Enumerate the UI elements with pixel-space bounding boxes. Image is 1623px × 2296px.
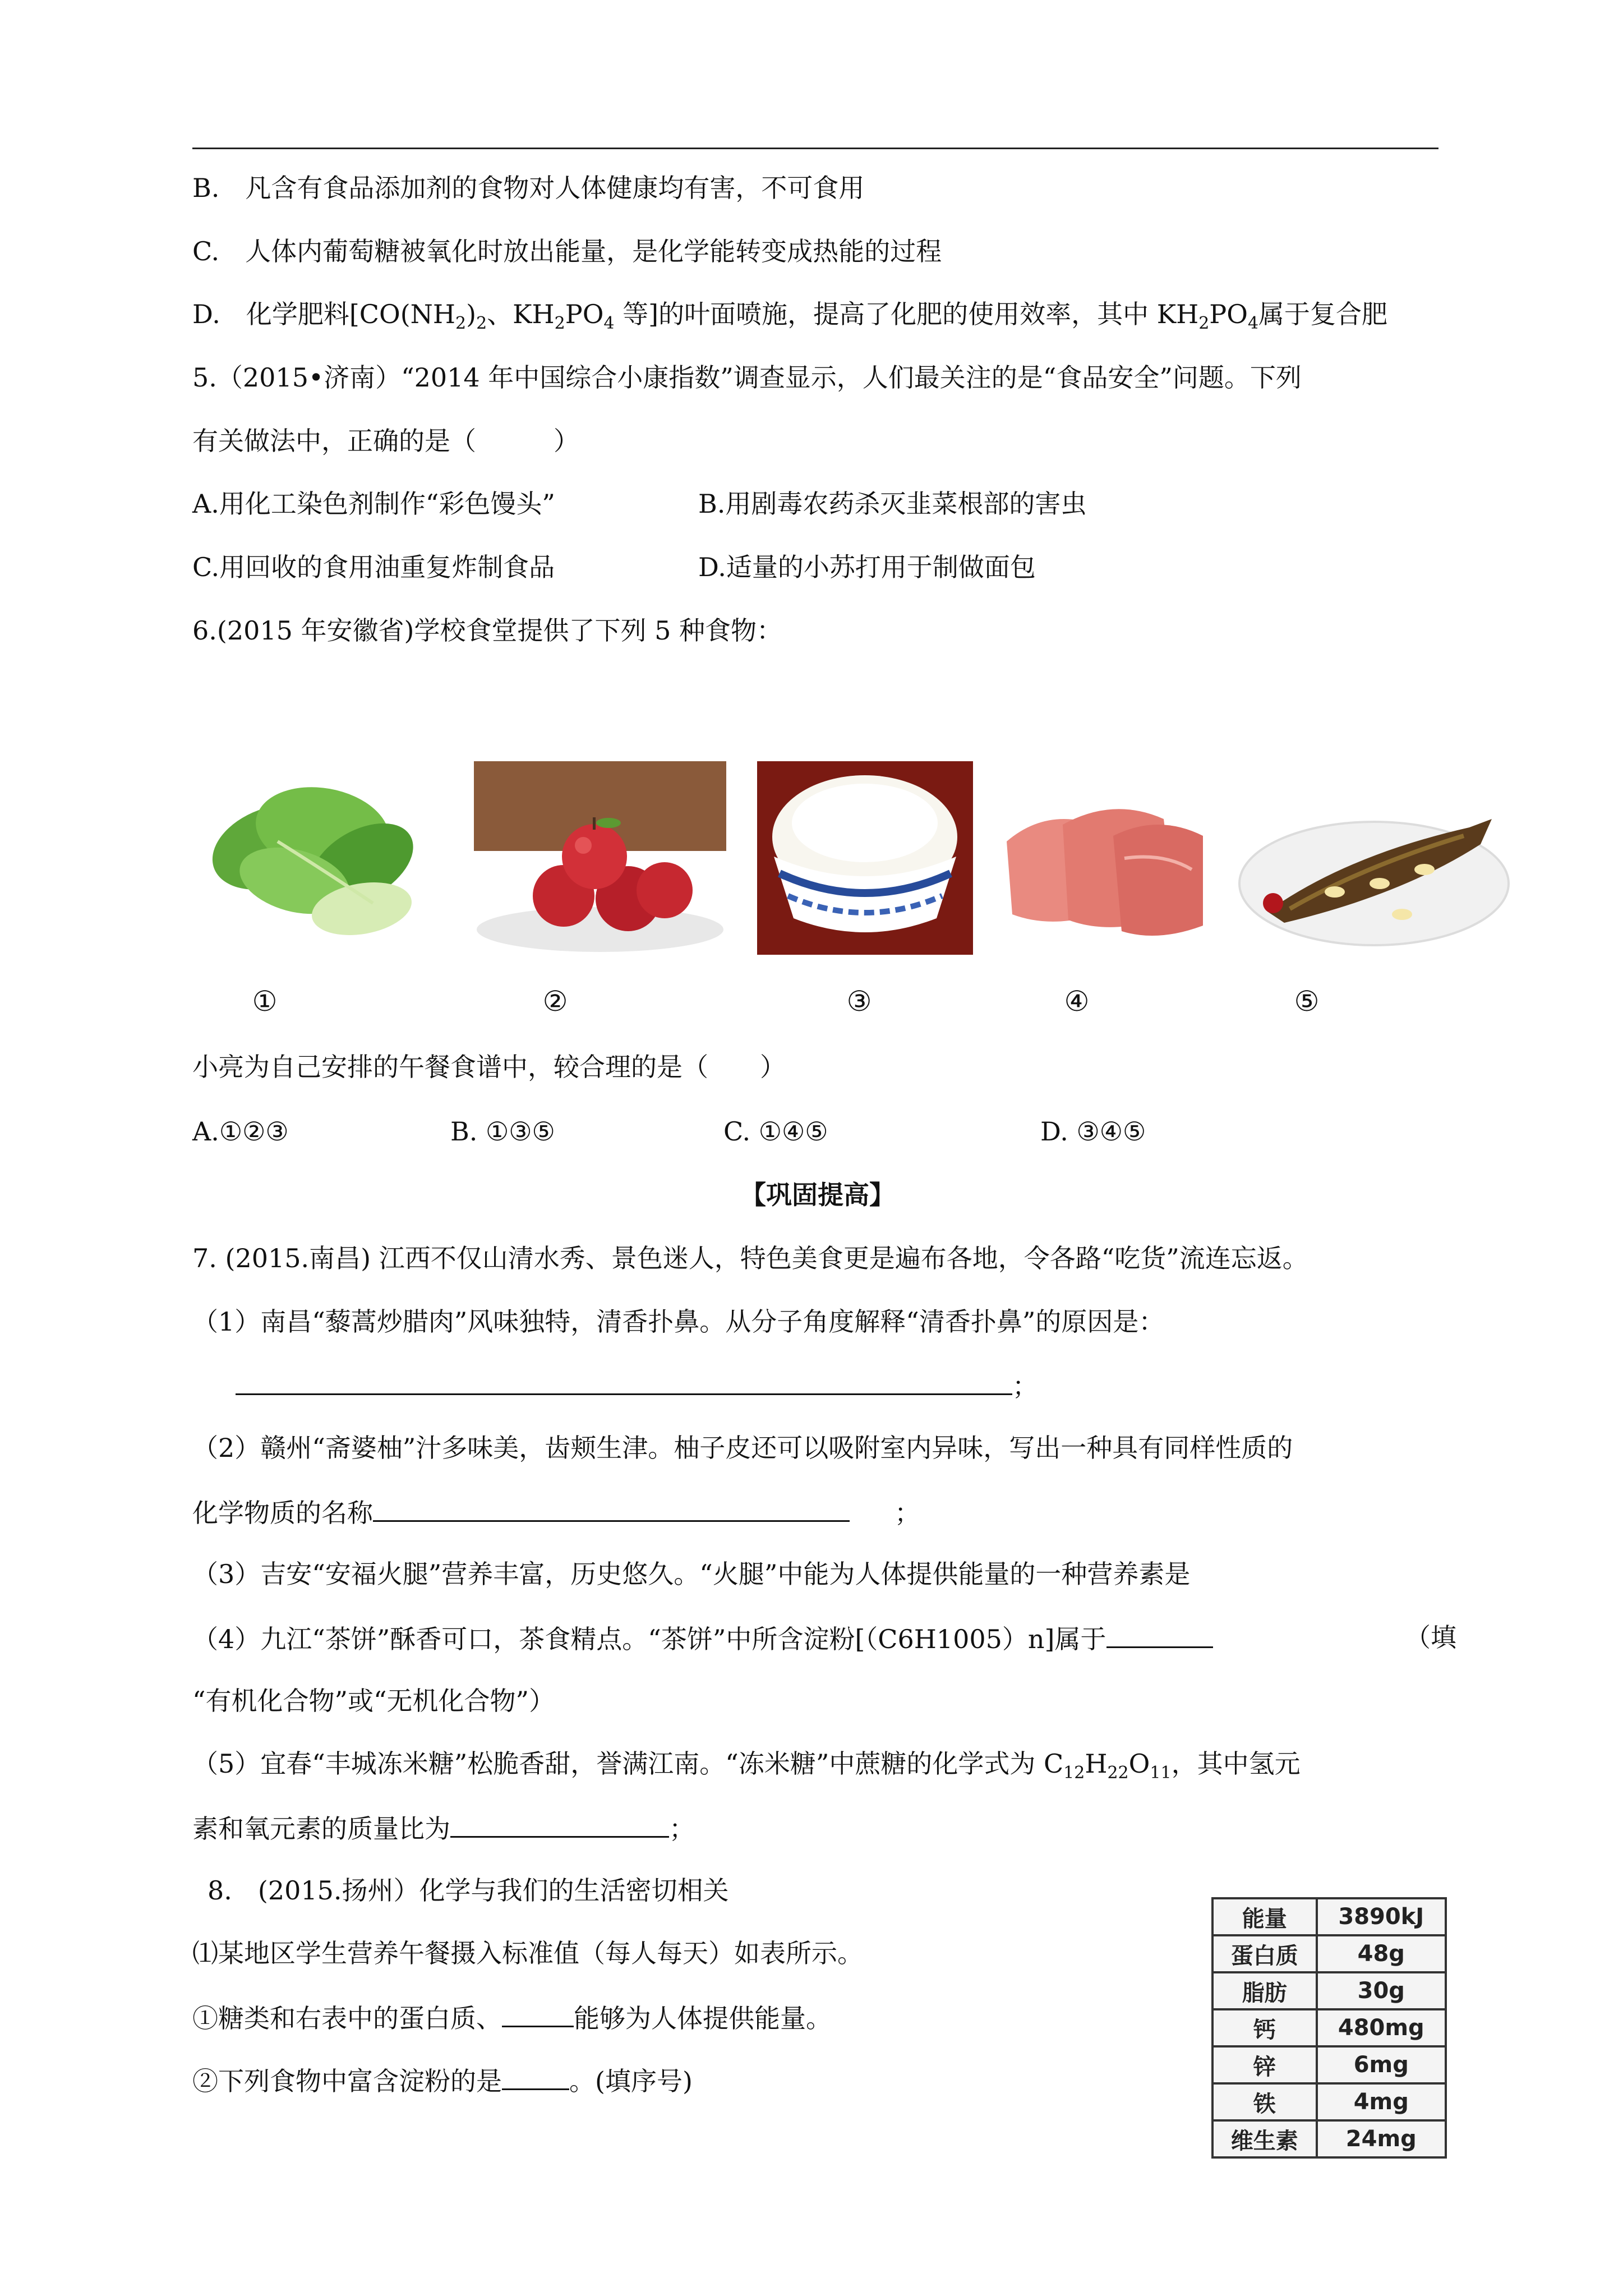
bok-choy-image [193,757,429,948]
q7-part2-line1: （2）赣州“斋婆柚”汁多味美，齿颊生津。柚子皮还可以吸附室内异味，写出一种具有同样性质的 [192,1433,1293,1463]
nutrient-name-cell: 铁 [1212,2083,1317,2120]
pork-image [1001,774,1209,954]
table-row [1212,2009,1446,2046]
q7-stem: 7. (2015.南昌) 江西不仅山清水秀、景色迷人，特色美食更是遍布各地，令各路“吃货”流连忘返。 [192,1243,1308,1273]
nutrient-value-cell: 48g [1317,1935,1446,1972]
q7-part5-line1: （5）宜春“丰城冻米糖”松脆香甜，誉满江南。“冻米糖”中蔗糖的化学式为 $C_{12}H_{22}O_{11}$，其中氢元 [192,1749,1301,1783]
nutrient-name-cell: 维生素 [1212,2120,1317,2157]
q7-part1-answer: ； [236,1368,1038,1401]
q5-option-a: A.用化工染色剂制作“彩色馒头” [192,489,555,519]
q6-option-d: D. ③④⑤ [1040,1116,1146,1147]
table-row [1212,1935,1446,1972]
nutrient-name-cell: 能量 [1212,1898,1317,1935]
q6-option-c: C. ①④⑤ [723,1116,828,1147]
q8-subquestion-3: ②下列食物中富含淀粉的是 。(填序号) [192,2063,693,2096]
q7-part4-line2: “有机化合物”或“无机化合物”） [192,1686,555,1716]
q5-stem-2: 有关做法中，正确的是（ ） [192,426,579,456]
q8-answer-blank-1[interactable] [502,2000,574,2027]
option-c: C. 人体内葡萄糖被氧化时放出能量，是化学能转变成热能的过程 [192,236,942,266]
rice-bowl-image [757,761,973,955]
q8-stem: 8. (2015.扬州）化学与我们的生活密切相关 [208,1875,729,1906]
q7-part4-tail: （填 [1405,1622,1456,1653]
nutrient-name-cell: 钙 [1212,2009,1317,2046]
q7-answer-blank-2[interactable] [373,1494,850,1522]
q7-part1: （1）南昌“藜蒿炒腊肉”风味独特，清香扑鼻。从分子角度解释“清香扑鼻”的原因是： [192,1306,1165,1337]
q6-stem: 6.(2015 年安徽省)学校食堂提供了下列 5 种食物： [192,615,782,646]
q7-part4-line1: （4）九江“茶饼”酥香可口，茶食精点。“茶饼”中所含淀粉[（C6H1005）n]属于 [192,1621,1213,1654]
q5-option-d: D.适量的小苏打用于制做面包 [698,552,1036,582]
fish-dish-image [1234,771,1514,956]
nutrient-name-cell: 脂肪 [1212,1972,1317,2009]
header-rule [192,148,1438,149]
option-b: B. 凡含有食品添加剂的食物对人体健康均有害，不可食用 [192,173,865,203]
q8-answer-blank-2[interactable] [502,2063,569,2090]
nutrition-table [1211,1897,1447,2159]
q7-answer-blank-5[interactable] [450,1810,669,1838]
table-row [1212,2120,1446,2157]
table-row [1212,1898,1446,1935]
nutrient-name-cell: 蛋白质 [1212,1935,1317,1972]
q7-answer-blank-4[interactable] [1106,1621,1213,1648]
q8-subquestion-1: ⑴某地区学生营养午餐摄入标准值（每人每天）如表所示。 [192,1938,863,1968]
table-row [1212,1972,1446,2009]
nutrient-name-cell: 锌 [1212,2046,1317,2083]
food-label-2: ② [542,985,568,1018]
nutrient-value-cell: 4mg [1317,2083,1446,2120]
food-label-3: ③ [846,985,872,1018]
q7-part2-line2: 化学物质的名称 ； [192,1494,920,1528]
table-row [1212,2083,1446,2120]
nutrient-value-cell: 480mg [1317,2009,1446,2046]
option-d: D. 化学肥料[$CO(NH_2)_2$、$KH_2PO_4$ 等]的叶面喷施，提高了化肥的使用效率，其中 $KH_2PO_4$属于复合肥 [192,299,1388,333]
table-row [1212,2046,1446,2083]
q8-subquestion-2: ①糖类和右表中的蛋白质、 能够为人体提供能量。 [192,2000,832,2033]
q6-option-b: B. ①③⑤ [450,1116,555,1147]
food-label-5: ⑤ [1294,985,1320,1018]
food-label-1: ① [252,985,278,1018]
q7-part3: （3）吉安“安福火腿”营养丰富，历史悠久。“火腿”中能为人体提供能量的一种营养素是 [192,1559,1191,1589]
section-title: 【巩固提高】 [740,1180,895,1210]
nutrient-value-cell: 24mg [1317,2120,1446,2157]
q5-option-c: C.用回收的食用油重复炸制食品 [192,552,555,582]
nutrient-value-cell: 6mg [1317,2046,1446,2083]
nutrient-value-cell: 30g [1317,1972,1446,2009]
q5-stem-1: 5.（2015•济南）“2014 年中国综合小康指数”调查显示，人们最关注的是“食品安全”问题。下列 [192,362,1302,393]
food-label-4: ④ [1064,985,1090,1018]
q6-option-a: A.①②③ [192,1116,289,1147]
apples-image [474,761,726,955]
q7-answer-blank-1[interactable] [236,1368,1012,1395]
nutrient-value-cell: 3890kJ [1317,1898,1446,1935]
q6-question: 小亮为自己安排的午餐食谱中，较合理的是（ ） [192,1052,786,1082]
q5-option-b: B.用剧毒农药杀灭韭菜根部的害虫 [698,489,1087,519]
q7-part5-line2: 素和氧元素的质量比为 ； [192,1810,695,1844]
